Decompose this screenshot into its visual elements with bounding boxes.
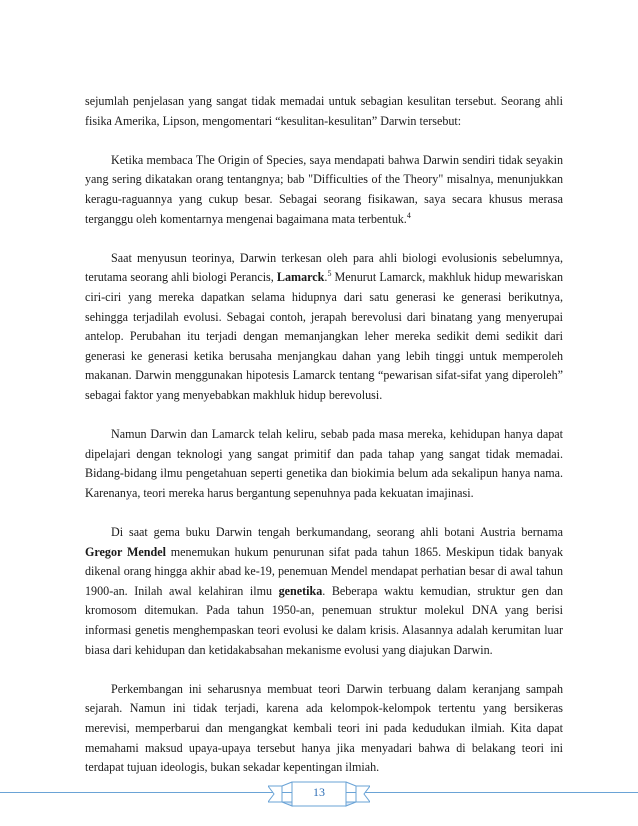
paragraph-text: menemukan hukum penurunan sifat pada tahun 1865. Meskipun tidak banyak dikenal orang hingga akhir abad ke-19, penemuan Mendel mendapat perhatian besar di awal tahun 1900-an. Inilah awal kelahiran ilmu <box>85 544 564 598</box>
document-body <box>85 92 563 778</box>
page-footer <box>0 778 638 808</box>
paragraph-gap <box>85 660 563 680</box>
paragraph <box>85 680 563 778</box>
paragraph <box>85 425 563 503</box>
paragraph-text: Menurut Lamarck, makhluk hidup mewariskan ciri-ciri yang mereka dapatkan selama hidupnya dari satu generasi ke generasi berikutnya, sehingga terjadilah evolusi. Sebagai contoh, jerapah berevolusi dari binatang yang menyerupai antelop. Perubahan itu terjadi dengan memanjangkan leher mereka sedikit demi sedikit dari generasi ke generasi ketika berusaha menjangkau dahan yang lebih tinggi untuk memperoleh makanan. Darwin menggunakan hipotesis Lamarck tentang “pewarisan sifat-sifat yang diperoleh” sebagai faktor yang menyebabkan makhluk hidup berevolusi. <box>85 270 563 402</box>
paragraph <box>85 151 563 229</box>
paragraph-text: . Beberapa waktu kemudian, struktur gen dan kromosom ditemukan. Pada tahun 1950-an, penemuan struktur molekul DNA yang berisi informasi genetis menghempaskan teori evolusi ke dalam krisis. Alasannya adalah kerumitan luar biasa dari kehidupan dan ketidakabsahan mekanisme evolusi yang diajukan Darwin. <box>85 583 563 657</box>
paragraph <box>85 249 563 406</box>
paragraph-text: Saat menyusun teorinya, Darwin terkesan oleh para ahli biologi evolusionis sebelumnya, terutama seorang ahli biologi Perancis, <box>85 250 563 285</box>
paragraph-gap <box>85 406 563 426</box>
bold-term: genetika <box>278 583 323 598</box>
page-number: 13 <box>313 785 325 799</box>
paragraph-text: Di saat gema buku Darwin tengah berkumandang, seorang ahli botani Austria bernama <box>111 525 563 540</box>
paragraph-text: Ketika membaca The Origin of Species, saya mendapati bahwa Darwin sendiri tidak seyakin yang sering dikatakan orang tentangnya; bab "Difficulties of the Theory" misalnya, menunjukkan keragu-raguannya yang cukup besar. Sebagai seorang fisikawan, saya secara khusus merasa terganggu oleh komentarnya mengenai bagaimana mata terbentuk. <box>85 152 563 226</box>
bold-term: Lamarck <box>276 270 325 285</box>
paragraph <box>85 523 563 660</box>
paragraph <box>85 92 563 131</box>
paragraph-text: Namun Darwin dan Lamarck telah keliru, sebab pada masa mereka, kehidupan hanya dapat dipelajari dengan teknologi yang sangat primitif dan pada tahap yang sangat tidak memadai. Bidang-bidang ilmu pengetahuan seperti genetika dan biokimia belum ada sekalipun hanya nama. Karenanya, teori mereka harus bergantung sepenuhnya pada kekuatan imajinasi. <box>85 427 563 500</box>
paragraph-gap <box>85 503 563 523</box>
paragraph-text: sejumlah penjelasan yang sangat tidak memadai untuk sebagian kesulitan tersebut. Seorang ahli fisika Amerika, Lipson, mengomentari “kesulitan-kesulitan” Darwin tersebut: <box>85 94 563 128</box>
paragraph-gap <box>85 131 563 151</box>
paragraph-text: Perkembangan ini seharusnya membuat teori Darwin terbuang dalam keranjang sampah sejarah. Namun ini tidak terjadi, karena ada kelompok-kelompok tertentu yang bersikeras merevisi, memperbarui dan mengangkat kembali teori ini pada kedudukan ilmiah. Kita dapat memahami maksud upaya-upaya tersebut hanya jika menyadari bahwa di belakang teori ini terdapat tujuan ideologis, bukan sekadar kepentingan ilmiah. <box>85 681 563 775</box>
footnote-marker: 5 <box>327 269 332 279</box>
footnote-marker: 4 <box>406 210 411 220</box>
paragraph-gap <box>85 229 563 249</box>
paragraph-text: . <box>324 270 328 285</box>
bold-term: Gregor Mendel <box>85 544 166 559</box>
